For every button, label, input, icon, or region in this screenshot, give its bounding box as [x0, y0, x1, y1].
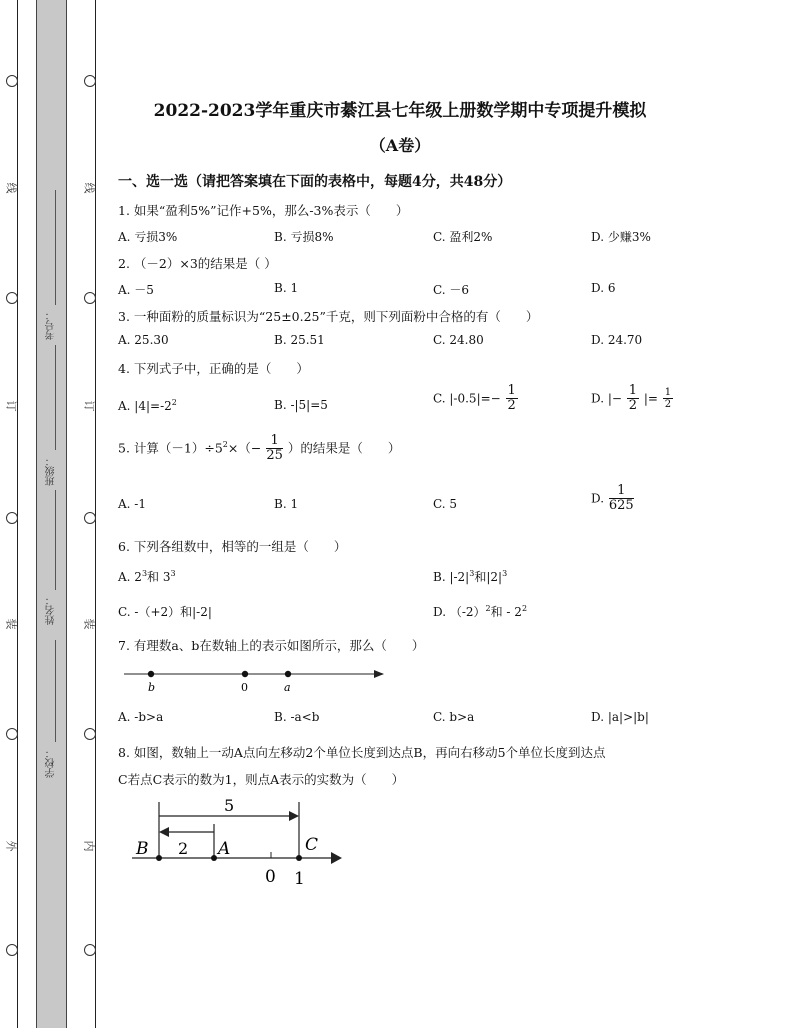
q1-option-d[interactable]: D. 少赚3% [591, 230, 651, 244]
q4-option-d-fraction: $\frac{1}{2}$ [628, 383, 638, 414]
q5-option-a[interactable]: A. -1 [118, 497, 146, 511]
q8-axis-arrow-icon [331, 852, 342, 864]
section-heading: 一、选一选（请把答案填在下面的表格中，每题4分，共48分） [118, 174, 512, 190]
question-4-stem: 4. 下列式子中，正确的是（ ） [118, 361, 309, 376]
q7-point-b [148, 671, 154, 677]
page-title: 2022-2023学年重庆市綦江县七年级上册数学期中专项提升模拟 [153, 101, 647, 121]
binding-hole-icon [84, 728, 96, 740]
q4-option-d-fraction-right: $\frac{1}{2}$ [664, 387, 672, 411]
q8-arrow-2-head-icon [159, 827, 169, 837]
inner-mark: 订 [82, 400, 96, 412]
outer-mark: 装 [4, 618, 18, 630]
q7-label-b: b [148, 681, 156, 694]
q3-option-b[interactable]: B. 25.51 [274, 333, 325, 347]
outer-mark: 外 [4, 840, 18, 852]
q4-option-c-fraction: $\frac{1}{2}$ [507, 383, 516, 414]
question-5-stem: 5. 计算$(-1)\div 5^2\times(-$ $\frac{1}{25}$ ）的结果是（ ） [118, 433, 401, 464]
q4-option-a-exp: 2 [171, 398, 177, 407]
q7-option-c[interactable]: C. b>a [433, 710, 475, 724]
inner-mark: 装 [82, 618, 96, 630]
q4-option-a[interactable] [118, 398, 177, 413]
field-label-exam-no: 考号： [46, 310, 57, 340]
question-3-stem: 3. 一种面粉的质量标识为“25±0.25”千克，则下列面粉中合格的有（ ） [118, 309, 539, 324]
q8-label-C: C [305, 835, 319, 855]
q5-option-c[interactable]: C. 5 [433, 497, 458, 511]
q4-option-d-text: D. |− [591, 391, 622, 406]
q2-option-d[interactable]: D. 6 [591, 281, 616, 295]
field-blank-exam-no[interactable] [55, 190, 56, 305]
q4-option-b[interactable]: B. -|5|=5 [274, 398, 328, 412]
question-1-stem: 1. 如果“盈利5%”记作+5%，那么-3%表示（ ） [118, 203, 409, 218]
q6-option-c[interactable]: C. -（+2）和|-2| [118, 605, 212, 619]
q7-label-0: 0 [241, 681, 248, 694]
q7-option-d[interactable]: D. |a|>|b| [591, 710, 649, 724]
q7-label-a: a [284, 681, 291, 694]
binding-hole-icon [6, 728, 18, 740]
q6-option-d[interactable]: D. $(-2)^2$和 - $2^2$ [433, 604, 528, 619]
binding-hole-icon [84, 512, 96, 524]
outer-mark: 线 [4, 182, 18, 194]
q1-option-c[interactable]: C. 盈利2% [433, 230, 493, 244]
question-8-line-2: C若点C表示的数为1，则点A表示的实数为（ ） [118, 772, 405, 787]
q3-option-d[interactable]: D. 24.70 [591, 333, 643, 347]
q7-number-line-figure [118, 660, 398, 696]
field-blank-school[interactable] [55, 640, 56, 742]
q3-option-a[interactable]: A. 25.30 [118, 333, 169, 347]
q8-label-2: 2 [178, 839, 189, 858]
q4-option-d-mid: |= [643, 391, 658, 406]
q8-label-B: B [136, 839, 149, 859]
binding-hole-icon [6, 75, 18, 87]
q1-option-a[interactable]: A. 亏损3% [118, 230, 178, 244]
field-label-name: 姓名： [46, 595, 57, 625]
field-blank-class[interactable] [55, 345, 56, 450]
q8-number-line-figure [128, 794, 353, 889]
q4-option-c[interactable] [433, 384, 519, 414]
question-8-line-1: 8. 如图，数轴上一动A点向左移动2个单位长度到达点B，再向右移动5个单位长度到达点 [118, 745, 606, 760]
q2-option-c[interactable]: C. －6 [433, 283, 470, 297]
inner-mark: 内 [82, 840, 96, 852]
q6-option-a[interactable]: A. $2^3$和 $3^3$ [118, 569, 176, 584]
binding-hole-icon [6, 292, 18, 304]
q4-option-a-text: A. |4|=-2 [118, 399, 172, 413]
binding-hole-icon [84, 292, 96, 304]
q7-point-a [285, 671, 291, 677]
question-2-stem: 2. （－2）×3的结果是（ ） [118, 256, 277, 271]
q5-option-d-text: D. [591, 491, 605, 506]
q8-point-B [156, 855, 162, 861]
q4-option-c-text: C. |-0.5|=− [433, 391, 501, 406]
q5-option-d[interactable] [591, 484, 635, 514]
q5-option-d-fraction: $\frac{1}{625}$ [608, 483, 634, 514]
field-label-class: 班级： [46, 456, 57, 486]
binding-hole-icon [84, 944, 96, 956]
binding-hole-icon [84, 75, 96, 87]
q7-option-a[interactable]: A. -b>a [118, 710, 164, 724]
q5-stem-fraction: $\frac{1}{25}$ [266, 433, 283, 464]
q2-option-b[interactable]: B. 1 [274, 281, 299, 295]
q8-label-1: 1 [294, 869, 305, 889]
q8-arrow-5-head-icon [289, 811, 299, 821]
q4-option-d[interactable] [591, 384, 674, 414]
field-blank-name[interactable] [55, 490, 56, 590]
q8-point-C [296, 855, 302, 861]
binding-hole-icon [6, 512, 18, 524]
q2-option-a[interactable]: A. －5 [118, 283, 154, 297]
q8-label-A: A [218, 839, 231, 859]
q3-option-c[interactable]: C. 24.80 [433, 333, 484, 347]
q7-option-b[interactable]: B. -a<b [274, 710, 320, 724]
binding-gray-band [36, 0, 67, 1028]
page-subtitle: （A卷） [369, 136, 431, 155]
outer-mark: 订 [4, 400, 18, 412]
q7-axis-arrow-icon [374, 670, 384, 678]
q8-label-0: 0 [265, 867, 276, 887]
question-7-stem: 7. 有理数a、b在数轴上的表示如图所示，那么（ ） [118, 638, 425, 653]
field-label-school: 学校： [46, 748, 57, 778]
q7-point-0 [242, 671, 248, 677]
q1-option-b[interactable]: B. 亏损8% [274, 230, 334, 244]
q5-option-b[interactable]: B. 1 [274, 497, 299, 511]
q8-label-5: 5 [224, 796, 235, 815]
question-6-stem: 6. 下列各组数中，相等的一组是（ ） [118, 539, 347, 554]
binding-hole-icon [6, 944, 18, 956]
q6-option-b[interactable]: B. $|-2|^3$和$|2|^3$ [433, 569, 508, 584]
q8-point-A [211, 855, 217, 861]
inner-mark: 线 [82, 182, 96, 194]
